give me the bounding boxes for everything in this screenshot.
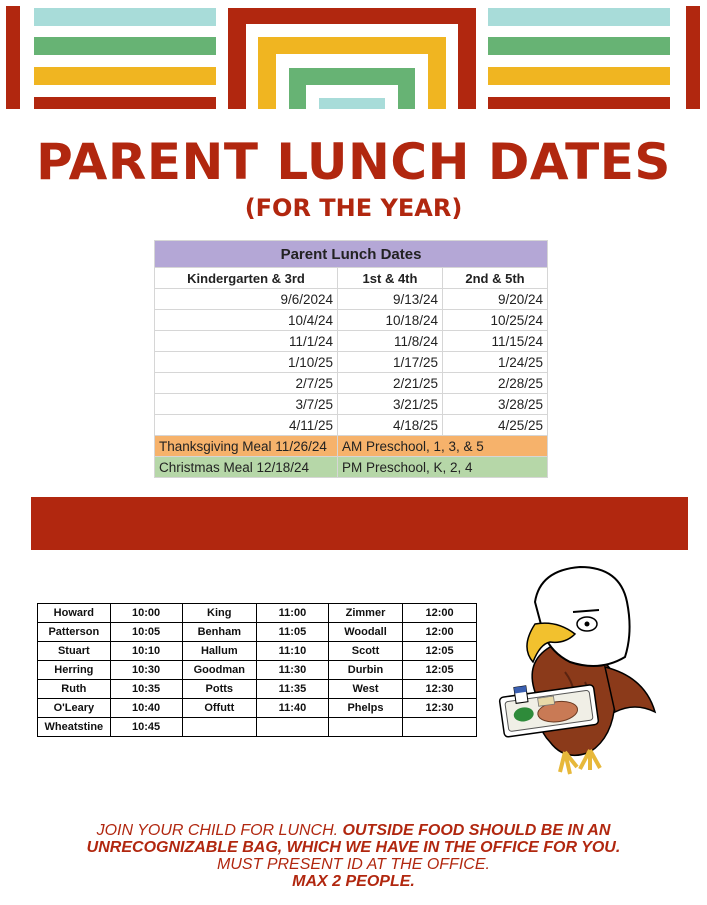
table-row: [38, 680, 477, 699]
lunch-time-cell: 11:05: [257, 623, 329, 642]
teacher-name-cell: Patterson: [38, 623, 111, 642]
teacher-name-cell: Phelps: [328, 699, 402, 718]
green-stripe: [34, 37, 216, 55]
date-cell: 11/8/24: [338, 331, 443, 352]
gold-stripe: [488, 67, 670, 85]
date-cell: 3/21/25: [338, 394, 443, 415]
thanksgiving-row: [155, 436, 548, 457]
eagle-mascot-icon: [495, 562, 690, 782]
lunch-time-cell: 12:00: [403, 604, 477, 623]
teacher-name-cell: Goodman: [182, 661, 256, 680]
lunch-time-cell: 12:30: [403, 699, 477, 718]
teacher-name-cell: Hallum: [182, 642, 256, 661]
footer-line4: MAX 2 PEOPLE.: [292, 873, 415, 890]
teacher-name-cell: [328, 718, 402, 737]
date-cell: 1/17/25: [338, 352, 443, 373]
lunch-time-schedule: [37, 603, 477, 737]
page-subtitle: (FOR THE YEAR): [244, 194, 463, 222]
date-cell: 1/24/25: [443, 352, 548, 373]
red-stripe: [34, 97, 216, 109]
footer-notice: [0, 822, 707, 890]
lunch-time-cell: 10:30: [110, 661, 182, 680]
column-header: 1st & 4th: [338, 268, 443, 289]
table-row: [155, 373, 548, 394]
red-bar: [686, 6, 700, 109]
lunch-time-cell: 10:05: [110, 623, 182, 642]
teacher-name-cell: Wheatstine: [38, 718, 111, 737]
date-cell: 9/6/2024: [155, 289, 338, 310]
arch-teal: [319, 98, 385, 109]
lunch-time-cell: 12:30: [403, 680, 477, 699]
teacher-name-cell: Howard: [38, 604, 111, 623]
lunch-dates-table: [154, 240, 548, 478]
date-cell: 2/21/25: [338, 373, 443, 394]
table-title: Parent Lunch Dates: [155, 241, 548, 268]
table-row: [155, 352, 548, 373]
lunch-time-cell: 10:35: [110, 680, 182, 699]
date-cell: 9/13/24: [338, 289, 443, 310]
date-cell: 4/25/25: [443, 415, 548, 436]
table-row: [155, 394, 548, 415]
lunch-time-cell: 11:30: [257, 661, 329, 680]
special-note: PM Preschool, K, 2, 4: [338, 457, 548, 478]
date-cell: 2/7/25: [155, 373, 338, 394]
table-row: [155, 289, 548, 310]
table-row: [38, 604, 477, 623]
column-header: 2nd & 5th: [443, 268, 548, 289]
teacher-name-cell: West: [328, 680, 402, 699]
table-row: [38, 718, 477, 737]
date-cell: 10/18/24: [338, 310, 443, 331]
date-cell: 4/11/25: [155, 415, 338, 436]
teal-stripe: [488, 8, 670, 26]
lunch-time-cell: 10:45: [110, 718, 182, 737]
page-title: PARENT LUNCH DATES: [36, 133, 671, 191]
teacher-name-cell: Offutt: [182, 699, 256, 718]
lunch-time-cell: 11:10: [257, 642, 329, 661]
teacher-name-cell: Potts: [182, 680, 256, 699]
table-row: [38, 699, 477, 718]
date-cell: 2/28/25: [443, 373, 548, 394]
teacher-name-cell: Stuart: [38, 642, 111, 661]
lunch-time-cell: 11:35: [257, 680, 329, 699]
lunch-time-cell: [403, 718, 477, 737]
table-row: [155, 415, 548, 436]
teacher-name-cell: Scott: [328, 642, 402, 661]
lunch-time-cell: 12:00: [403, 623, 477, 642]
special-note: AM Preschool, 1, 3, & 5: [338, 436, 548, 457]
teacher-name-cell: [182, 718, 256, 737]
footer-line3: MUST PRESENT ID AT THE OFFICE.: [217, 856, 490, 873]
teacher-name-cell: Herring: [38, 661, 111, 680]
date-cell: 3/7/25: [155, 394, 338, 415]
date-cell: 11/1/24: [155, 331, 338, 352]
date-cell: 1/10/25: [155, 352, 338, 373]
table-row: [155, 310, 548, 331]
table-row: [155, 331, 548, 352]
special-label: Thanksgiving Meal 11/26/24: [155, 436, 338, 457]
teacher-name-cell: O'Leary: [38, 699, 111, 718]
lunch-time-cell: 11:40: [257, 699, 329, 718]
lunch-time-cell: 12:05: [403, 642, 477, 661]
footer-line1-bold: OUTSIDE FOOD SHOULD BE IN AN: [342, 822, 611, 839]
date-cell: 4/18/25: [338, 415, 443, 436]
red-divider-band: [31, 497, 688, 550]
footer-line2: UNRECOGNIZABLE BAG, WHICH WE HAVE IN THE OFFICE FOR YOU.: [86, 839, 621, 856]
teacher-name-cell: Woodall: [328, 623, 402, 642]
teal-stripe: [34, 8, 216, 26]
table-row: [38, 642, 477, 661]
lunch-time-cell: 10:00: [110, 604, 182, 623]
table-row: [38, 661, 477, 680]
christmas-row: [155, 457, 548, 478]
gold-stripe: [34, 67, 216, 85]
teacher-name-cell: Ruth: [38, 680, 111, 699]
footer-line1: JOIN YOUR CHILD FOR LUNCH.: [96, 822, 343, 839]
red-stripe: [488, 97, 670, 109]
teacher-name-cell: King: [182, 604, 256, 623]
teacher-name-cell: Zimmer: [328, 604, 402, 623]
lunch-time-cell: 10:10: [110, 642, 182, 661]
date-cell: 10/4/24: [155, 310, 338, 331]
date-cell: 10/25/24: [443, 310, 548, 331]
date-cell: 9/20/24: [443, 289, 548, 310]
teacher-name-cell: Durbin: [328, 661, 402, 680]
table-row: [38, 623, 477, 642]
lunch-time-cell: 12:05: [403, 661, 477, 680]
teacher-name-cell: Benham: [182, 623, 256, 642]
lunch-time-cell: 10:40: [110, 699, 182, 718]
date-cell: 11/15/24: [443, 331, 548, 352]
lunch-time-cell: [257, 718, 329, 737]
special-label: Christmas Meal 12/18/24: [155, 457, 338, 478]
lunch-time-cell: 11:00: [257, 604, 329, 623]
column-header: Kindergarten & 3rd: [155, 268, 338, 289]
green-stripe: [488, 37, 670, 55]
date-cell: 3/28/25: [443, 394, 548, 415]
red-bar: [6, 6, 20, 109]
